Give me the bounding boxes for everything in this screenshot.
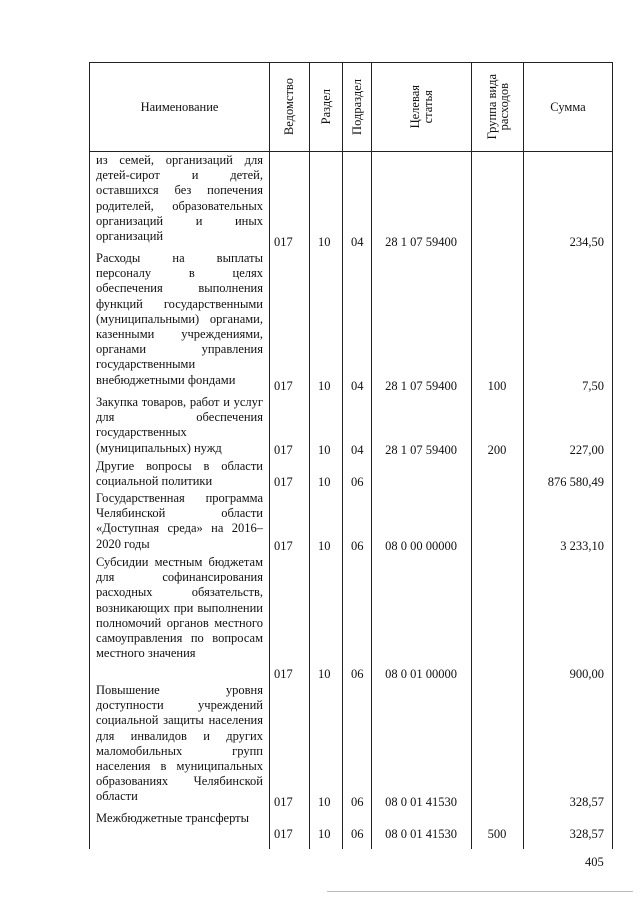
cell-podrazdel: 04 xyxy=(351,379,364,393)
cell-celevaya: 08 0 01 41530 xyxy=(385,795,457,809)
col-divider xyxy=(471,63,472,849)
page-number: 405 xyxy=(585,855,604,869)
cell-celevaya: 08 0 01 00000 xyxy=(385,667,457,681)
cell-vedomstvo: 017 xyxy=(274,795,293,809)
cell-summa: 328,57 xyxy=(569,827,604,841)
header-razdel: Раздел xyxy=(318,89,333,125)
row-name: Повышение уровня доступности учреждений социальной защиты населения для инвалидов и других маломобильных групп населения в муниципальных образованиях Челябинской области xyxy=(96,683,263,804)
cell-vedomstvo: 017 xyxy=(274,667,293,681)
cell-vedomstvo: 017 xyxy=(274,539,293,553)
row-name: Субсидии местным бюджетам для софинансирования расходных обязательств, возникающих при выполнении полномочий органов местного самоуправления по вопросам местного значения xyxy=(96,555,263,661)
cell-gruppa: 500 xyxy=(487,827,507,841)
cell-razdel: 10 xyxy=(318,379,331,393)
cell-summa: 3 233,10 xyxy=(560,539,604,553)
cell-podrazdel: 06 xyxy=(351,475,364,489)
cell-razdel: 10 xyxy=(318,667,331,681)
cell-razdel: 10 xyxy=(318,795,331,809)
col-divider xyxy=(309,63,310,849)
row-name: Расходы на выплаты персоналу в целях обеспечения выполнения функций государственными (муниципальными) органами, казенными учреждениями, органами управления государственными внебюджетными фондами xyxy=(96,251,263,387)
cell-vedomstvo: 017 xyxy=(274,475,293,489)
col-divider xyxy=(371,63,372,849)
cell-razdel: 10 xyxy=(318,539,331,553)
cell-razdel: 10 xyxy=(318,827,331,841)
row-name: Межбюджетные трансферты xyxy=(96,811,250,825)
cell-vedomstvo: 017 xyxy=(274,379,293,393)
cell-podrazdel: 04 xyxy=(351,235,364,249)
cell-podrazdel: 06 xyxy=(351,795,364,809)
header-podrazdel: Подраздел xyxy=(349,79,364,135)
footer-rule xyxy=(327,891,633,892)
cell-summa: 234,50 xyxy=(569,235,604,249)
cell-razdel: 10 xyxy=(318,443,331,457)
header-name: Наименование xyxy=(140,99,219,114)
cell-razdel: 10 xyxy=(318,235,331,249)
header-vedomstvo: Ведомство xyxy=(282,78,296,136)
cell-summa: 7,50 xyxy=(582,379,604,393)
cell-podrazdel: 06 xyxy=(351,827,364,841)
header-summa: Сумма xyxy=(550,99,586,114)
row-name: Другие вопросы в области социальной политики xyxy=(96,459,263,489)
col-divider xyxy=(523,63,524,849)
cell-gruppa: 100 xyxy=(487,379,507,393)
cell-celevaya: 08 0 00 00000 xyxy=(385,539,457,553)
row-name: из семей, организаций для детей-сирот и детей, оставшихся без попечения родителей, образовательных организаций и иных организаций xyxy=(96,153,263,244)
cell-celevaya: 28 1 07 59400 xyxy=(385,443,457,457)
cell-summa: 227,00 xyxy=(569,443,604,457)
header-rule xyxy=(90,151,612,152)
cell-podrazdel: 06 xyxy=(351,667,364,681)
cell-summa: 900,00 xyxy=(569,667,604,681)
cell-vedomstvo: 017 xyxy=(274,443,293,457)
cell-razdel: 10 xyxy=(318,475,331,489)
cell-celevaya: 28 1 07 59400 xyxy=(385,235,457,249)
row-name: Закупка товаров, работ и услуг для обеспечения государственных (муниципальных) нужд xyxy=(96,395,263,455)
cell-vedomstvo: 017 xyxy=(274,235,293,249)
cell-gruppa: 200 xyxy=(487,443,507,457)
header-celevaya: Целевая статья xyxy=(407,85,435,129)
row-name: Государственная программа Челябинской области «Доступная среда» на 2016–2020 годы xyxy=(96,491,263,551)
cell-celevaya: 28 1 07 59400 xyxy=(385,379,457,393)
col-divider xyxy=(342,63,343,849)
header-gruppa: Группа вида расходов xyxy=(484,74,511,140)
cell-vedomstvo: 017 xyxy=(274,827,293,841)
cell-podrazdel: 06 xyxy=(351,539,364,553)
cell-podrazdel: 04 xyxy=(351,443,364,457)
cell-celevaya: 08 0 01 41530 xyxy=(385,827,457,841)
cell-summa: 876 580,49 xyxy=(547,475,604,489)
col-divider xyxy=(269,63,270,849)
cell-summa: 328,57 xyxy=(569,795,604,809)
budget-table xyxy=(89,62,613,849)
